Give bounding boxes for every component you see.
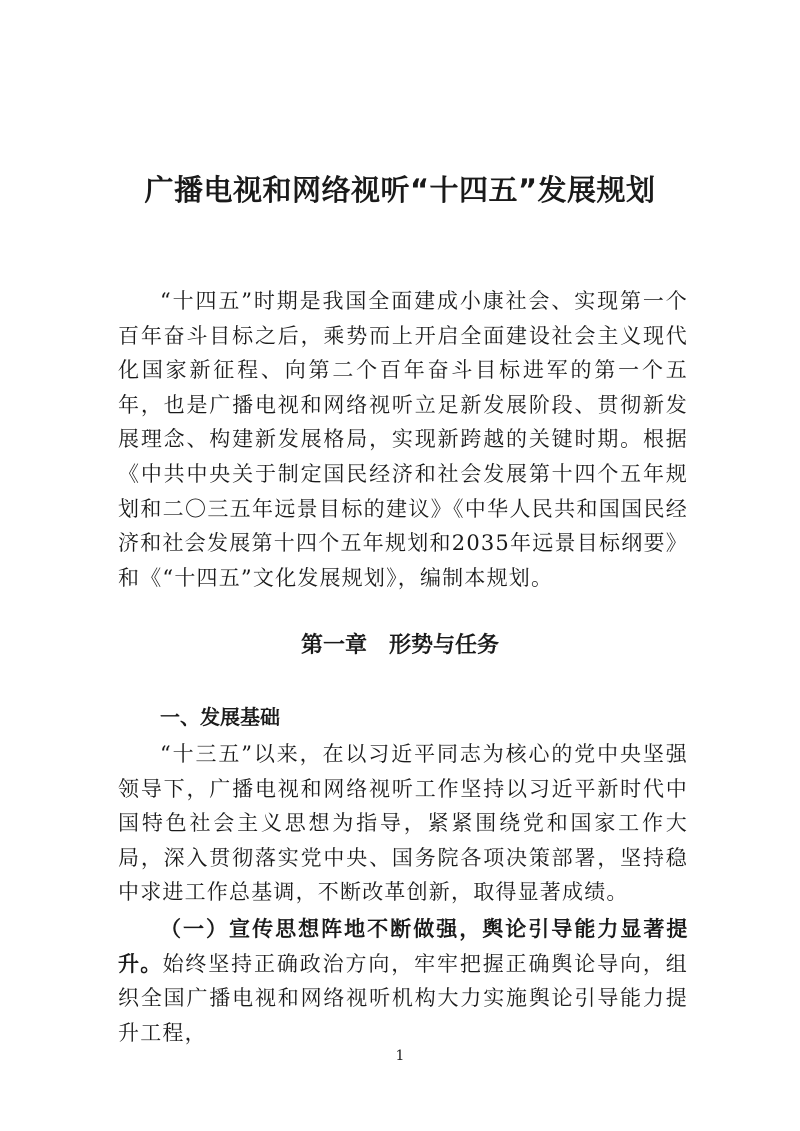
section-heading: 一、发展基础 [160, 705, 280, 729]
intro-paragraph: “十四五”时期是我国全面建成小康社会、实现第一个百年奋斗目标之后，乘势而上开启全面建设社会主义现代化国家新征程、向第二个百年奋斗目标进军的第一个五年，也是广播电视和网络视听立足新发展阶段、贯彻新发展理念、构建新发展格局，实现新跨越的关键时期。根据《中共中央关于制定国民经济和社会发展第十四个五年规划和二〇三五年远景目标的建议》《中华人民共和国国民经济和社会发展第十四个五年规划和2035年远景目标纲要》和《“十四五”文化发展规划》，编制本规划。 [118, 289, 688, 590]
document-title: 广播电视和网络视听“十四五”发展规划 [144, 173, 656, 207]
subsection-paragraph [118, 912, 688, 1050]
basis-paragraph: “十三五”以来，在以习近平同志为核心的党中央坚强领导下，广播电视和网络视听工作坚持以习近平新时代中国特色社会主义思想为指导，紧紧围绕党和国家工作大局，深入贯彻落实党中央、国务院各项决策部署，坚持稳中求进工作总基调，不断改革创新，取得显著成绩。 [118, 742, 688, 905]
subsection-text: 始终坚持正确政治方向，牢牢把握正确舆论导向，组织全国广播电视和网络视听机构大力实施舆论引导能力提升工程， [118, 951, 688, 1045]
page-number: 1 [395, 1048, 405, 1064]
chapter-heading: 第一章 形势与任务 [300, 633, 499, 658]
subsection-heading: （一）宣传思想阵地不断做强，舆论引导能力显著提升。 [118, 916, 688, 976]
